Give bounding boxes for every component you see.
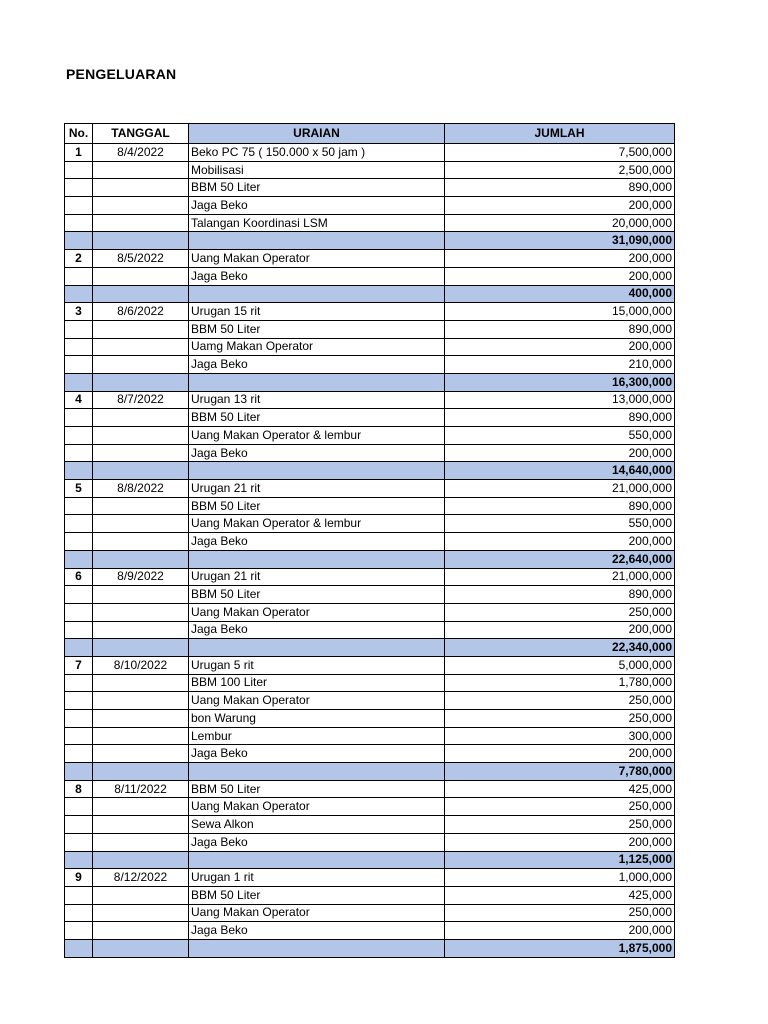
table-row	[65, 409, 675, 427]
cell-no[interactable]	[65, 533, 93, 551]
cell-uraian[interactable]: bon Warung	[189, 710, 445, 728]
cell-uraian[interactable]: Jaga Beko	[189, 745, 445, 763]
cell-tanggal[interactable]	[93, 497, 189, 515]
cell-uraian[interactable]: Urugan 1 rit	[189, 869, 445, 887]
cell-jumlah[interactable]: 890,000	[445, 497, 675, 515]
cell-subtotal[interactable]: 31,090,000	[445, 232, 675, 250]
cell-tanggal[interactable]	[93, 816, 189, 834]
header-tanggal[interactable]: TANGGAL	[93, 124, 189, 144]
cell-uraian[interactable]: Jaga Beko	[189, 922, 445, 940]
cell-jumlah[interactable]: 200,000	[445, 621, 675, 639]
cell-uraian[interactable]	[189, 851, 445, 869]
table-row	[65, 922, 675, 940]
cell-tanggal[interactable]	[93, 550, 189, 568]
cell-no[interactable]: 1	[65, 144, 93, 162]
cell-uraian[interactable]: Uang Makan Operator	[189, 904, 445, 922]
cell-tanggal[interactable]	[93, 674, 189, 692]
table-row	[65, 533, 675, 551]
cell-no[interactable]	[65, 586, 93, 604]
table-row	[65, 886, 675, 904]
cell-tanggal[interactable]: 8/11/2022	[93, 780, 189, 798]
cell-jumlah[interactable]: 300,000	[445, 727, 675, 745]
table-row	[65, 833, 675, 851]
cell-subtotal[interactable]: 7,780,000	[445, 763, 675, 781]
cell-no[interactable]	[65, 214, 93, 232]
cell-subtotal[interactable]: 22,340,000	[445, 639, 675, 657]
cell-uraian[interactable]: Mobilisasi	[189, 161, 445, 179]
cell-uraian[interactable]: Jaga Beko	[189, 267, 445, 285]
table-row	[65, 780, 675, 798]
cell-uraian[interactable]	[189, 639, 445, 657]
cell-uraian[interactable]: Urugan 13 rit	[189, 391, 445, 409]
cell-uraian[interactable]: Urugan 21 rit	[189, 568, 445, 586]
cell-jumlah[interactable]: 20,000,000	[445, 214, 675, 232]
cell-jumlah[interactable]: 13,000,000	[445, 391, 675, 409]
cell-no[interactable]	[65, 285, 93, 303]
cell-jumlah[interactable]: 2,500,000	[445, 161, 675, 179]
cell-subtotal[interactable]: 1,125,000	[445, 851, 675, 869]
cell-tanggal[interactable]	[93, 833, 189, 851]
table-row	[65, 444, 675, 462]
cell-no[interactable]	[65, 798, 93, 816]
cell-uraian[interactable]: Talangan Koordinasi LSM	[189, 214, 445, 232]
cell-tanggal[interactable]	[93, 904, 189, 922]
cell-tanggal[interactable]	[93, 197, 189, 215]
cell-jumlah[interactable]: 425,000	[445, 886, 675, 904]
table-row	[65, 727, 675, 745]
cell-no[interactable]	[65, 338, 93, 356]
cell-subtotal[interactable]: 14,640,000	[445, 462, 675, 480]
table-row	[65, 144, 675, 162]
table-row	[65, 816, 675, 834]
cell-no[interactable]: 3	[65, 303, 93, 321]
cell-jumlah[interactable]: 7,500,000	[445, 144, 675, 162]
cell-no[interactable]	[65, 515, 93, 533]
cell-no[interactable]	[65, 267, 93, 285]
cell-uraian[interactable]: Uang Makan Operator	[189, 798, 445, 816]
cell-no[interactable]	[65, 639, 93, 657]
cell-uraian[interactable]: Uang Makan Operator	[189, 250, 445, 268]
cell-jumlah[interactable]: 200,000	[445, 533, 675, 551]
cell-subtotal[interactable]: 400,000	[445, 285, 675, 303]
cell-uraian[interactable]: Jaga Beko	[189, 356, 445, 374]
cell-jumlah[interactable]: 550,000	[445, 427, 675, 445]
cell-jumlah[interactable]: 890,000	[445, 586, 675, 604]
subtotal-row	[65, 232, 675, 250]
cell-tanggal[interactable]	[93, 409, 189, 427]
table-row	[65, 391, 675, 409]
cell-no[interactable]	[65, 710, 93, 728]
table-row	[65, 303, 675, 321]
cell-no[interactable]	[65, 444, 93, 462]
subtotal-row	[65, 763, 675, 781]
cell-no[interactable]	[65, 356, 93, 374]
expense-table	[64, 123, 675, 958]
table-row	[65, 692, 675, 710]
cell-tanggal[interactable]	[93, 886, 189, 904]
table-row	[65, 798, 675, 816]
cell-jumlah[interactable]: 1,000,000	[445, 869, 675, 887]
cell-uraian[interactable]	[189, 763, 445, 781]
header-uraian[interactable]: URAIAN	[189, 124, 445, 144]
cell-uraian[interactable]: Jaga Beko	[189, 533, 445, 551]
cell-uraian[interactable]: BBM 50 Liter	[189, 179, 445, 197]
cell-uraian[interactable]: BBM 50 Liter	[189, 886, 445, 904]
cell-no[interactable]: 9	[65, 869, 93, 887]
cell-uraian[interactable]: Jaga Beko	[189, 833, 445, 851]
table-header-row	[65, 124, 675, 144]
cell-jumlah[interactable]: 200,000	[445, 833, 675, 851]
cell-jumlah[interactable]: 5,000,000	[445, 656, 675, 674]
cell-tanggal[interactable]	[93, 462, 189, 480]
cell-no[interactable]	[65, 409, 93, 427]
table-row	[65, 621, 675, 639]
cell-jumlah[interactable]: 250,000	[445, 816, 675, 834]
table-row	[65, 869, 675, 887]
cell-uraian[interactable]: BBM 50 Liter	[189, 780, 445, 798]
table-row	[65, 250, 675, 268]
cell-tanggal[interactable]: 8/4/2022	[93, 144, 189, 162]
cell-no[interactable]: 4	[65, 391, 93, 409]
table-row	[65, 904, 675, 922]
cell-no[interactable]	[65, 373, 93, 391]
cell-uraian[interactable]	[189, 285, 445, 303]
table-row	[65, 356, 675, 374]
cell-jumlah[interactable]: 890,000	[445, 409, 675, 427]
cell-tanggal[interactable]: 8/5/2022	[93, 250, 189, 268]
cell-uraian[interactable]: Urugan 21 rit	[189, 480, 445, 498]
cell-subtotal[interactable]: 22,640,000	[445, 550, 675, 568]
cell-uraian[interactable]: BBM 50 Liter	[189, 586, 445, 604]
table-row	[65, 197, 675, 215]
cell-tanggal[interactable]	[93, 692, 189, 710]
table-row	[65, 320, 675, 338]
table-row	[65, 338, 675, 356]
cell-uraian[interactable]: BBM 50 Liter	[189, 320, 445, 338]
cell-uraian[interactable]	[189, 939, 445, 957]
header-no[interactable]: No.	[65, 124, 93, 144]
table-row	[65, 480, 675, 498]
page-title: PENGELUARAN	[66, 66, 177, 82]
cell-jumlah[interactable]: 200,000	[445, 267, 675, 285]
cell-jumlah[interactable]: 200,000	[445, 250, 675, 268]
cell-tanggal[interactable]	[93, 427, 189, 445]
cell-tanggal[interactable]	[93, 285, 189, 303]
table-row	[65, 161, 675, 179]
cell-no[interactable]	[65, 692, 93, 710]
cell-tanggal[interactable]	[93, 515, 189, 533]
cell-tanggal[interactable]	[93, 763, 189, 781]
cell-no[interactable]	[65, 851, 93, 869]
cell-no[interactable]	[65, 462, 93, 480]
cell-jumlah[interactable]: 21,000,000	[445, 480, 675, 498]
cell-tanggal[interactable]	[93, 373, 189, 391]
cell-tanggal[interactable]	[93, 533, 189, 551]
subtotal-row	[65, 285, 675, 303]
cell-tanggal[interactable]	[93, 444, 189, 462]
cell-no[interactable]: 2	[65, 250, 93, 268]
cell-no[interactable]	[65, 727, 93, 745]
cell-uraian[interactable]: Uang Makan Operator & lembur	[189, 515, 445, 533]
cell-no[interactable]	[65, 621, 93, 639]
table-row	[65, 214, 675, 232]
cell-jumlah[interactable]: 200,000	[445, 338, 675, 356]
cell-uraian[interactable]: BBM 100 Liter	[189, 674, 445, 692]
cell-uraian[interactable]: Beko PC 75 ( 150.000 x 50 jam )	[189, 144, 445, 162]
cell-no[interactable]	[65, 179, 93, 197]
cell-no[interactable]	[65, 886, 93, 904]
cell-jumlah[interactable]: 250,000	[445, 692, 675, 710]
cell-uraian[interactable]: Jaga Beko	[189, 621, 445, 639]
cell-subtotal[interactable]: 16,300,000	[445, 373, 675, 391]
cell-tanggal[interactable]	[93, 939, 189, 957]
table-row	[65, 586, 675, 604]
table-row	[65, 497, 675, 515]
cell-uraian[interactable]: Uang Makan Operator	[189, 692, 445, 710]
cell-uraian[interactable]: Jaga Beko	[189, 444, 445, 462]
cell-tanggal[interactable]	[93, 586, 189, 604]
cell-jumlah[interactable]: 425,000	[445, 780, 675, 798]
cell-jumlah[interactable]: 21,000,000	[445, 568, 675, 586]
table-row	[65, 674, 675, 692]
cell-tanggal[interactable]	[93, 798, 189, 816]
cell-no[interactable]	[65, 745, 93, 763]
table-row	[65, 267, 675, 285]
cell-no[interactable]	[65, 763, 93, 781]
cell-no[interactable]	[65, 922, 93, 940]
cell-no[interactable]: 6	[65, 568, 93, 586]
cell-tanggal[interactable]: 8/9/2022	[93, 568, 189, 586]
cell-tanggal[interactable]	[93, 603, 189, 621]
cell-uraian[interactable]: Urugan 15 rit	[189, 303, 445, 321]
cell-tanggal[interactable]: 8/8/2022	[93, 480, 189, 498]
cell-no[interactable]	[65, 197, 93, 215]
cell-no[interactable]	[65, 939, 93, 957]
cell-jumlah[interactable]: 250,000	[445, 798, 675, 816]
cell-no[interactable]	[65, 497, 93, 515]
cell-jumlah[interactable]: 200,000	[445, 444, 675, 462]
cell-no[interactable]	[65, 320, 93, 338]
cell-jumlah[interactable]: 200,000	[445, 197, 675, 215]
table-row	[65, 568, 675, 586]
table-row	[65, 515, 675, 533]
cell-no[interactable]	[65, 833, 93, 851]
table-row	[65, 603, 675, 621]
cell-jumlah[interactable]: 200,000	[445, 745, 675, 763]
cell-tanggal[interactable]	[93, 851, 189, 869]
subtotal-row	[65, 550, 675, 568]
cell-tanggal[interactable]: 8/12/2022	[93, 869, 189, 887]
table-row	[65, 427, 675, 445]
cell-uraian[interactable]: Urugan 5 rit	[189, 656, 445, 674]
cell-no[interactable]	[65, 603, 93, 621]
subtotal-row	[65, 939, 675, 957]
cell-tanggal[interactable]	[93, 727, 189, 745]
cell-uraian[interactable]	[189, 462, 445, 480]
table-row	[65, 656, 675, 674]
cell-no[interactable]	[65, 161, 93, 179]
cell-no[interactable]: 8	[65, 780, 93, 798]
subtotal-row	[65, 462, 675, 480]
cell-tanggal[interactable]	[93, 214, 189, 232]
cell-tanggal[interactable]	[93, 161, 189, 179]
cell-tanggal[interactable]: 8/10/2022	[93, 656, 189, 674]
cell-tanggal[interactable]	[93, 267, 189, 285]
cell-no[interactable]: 5	[65, 480, 93, 498]
cell-uraian[interactable]: Sewa Alkon	[189, 816, 445, 834]
cell-uraian[interactable]: Jaga Beko	[189, 197, 445, 215]
cell-uraian[interactable]: Uamg Makan Operator	[189, 338, 445, 356]
cell-jumlah[interactable]: 250,000	[445, 603, 675, 621]
cell-uraian[interactable]	[189, 550, 445, 568]
table-body	[65, 144, 675, 958]
cell-tanggal[interactable]	[93, 745, 189, 763]
cell-no[interactable]	[65, 816, 93, 834]
subtotal-row	[65, 373, 675, 391]
cell-jumlah[interactable]: 890,000	[445, 320, 675, 338]
cell-tanggal[interactable]	[93, 710, 189, 728]
cell-jumlah[interactable]: 210,000	[445, 356, 675, 374]
table-row	[65, 745, 675, 763]
cell-jumlah[interactable]: 550,000	[445, 515, 675, 533]
cell-jumlah[interactable]: 250,000	[445, 904, 675, 922]
cell-tanggal[interactable]	[93, 338, 189, 356]
cell-uraian[interactable]: Uang Makan Operator & lembur	[189, 427, 445, 445]
cell-tanggal[interactable]	[93, 179, 189, 197]
cell-uraian[interactable]: BBM 50 Liter	[189, 409, 445, 427]
subtotal-row	[65, 851, 675, 869]
cell-tanggal[interactable]	[93, 922, 189, 940]
cell-no[interactable]	[65, 232, 93, 250]
cell-jumlah[interactable]: 1,780,000	[445, 674, 675, 692]
subtotal-row	[65, 639, 675, 657]
cell-no[interactable]: 7	[65, 656, 93, 674]
cell-no[interactable]	[65, 550, 93, 568]
cell-jumlah[interactable]: 200,000	[445, 922, 675, 940]
cell-no[interactable]	[65, 674, 93, 692]
cell-tanggal[interactable]: 8/7/2022	[93, 391, 189, 409]
cell-uraian[interactable]	[189, 373, 445, 391]
table-row	[65, 710, 675, 728]
cell-uraian[interactable]	[189, 232, 445, 250]
header-jumlah[interactable]: JUMLAH	[445, 124, 675, 144]
cell-jumlah[interactable]: 250,000	[445, 710, 675, 728]
cell-subtotal[interactable]: 1,875,000	[445, 939, 675, 957]
cell-uraian[interactable]: Lembur	[189, 727, 445, 745]
cell-tanggal[interactable]: 8/6/2022	[93, 303, 189, 321]
cell-tanggal[interactable]	[93, 621, 189, 639]
cell-tanggal[interactable]	[93, 320, 189, 338]
cell-no[interactable]	[65, 904, 93, 922]
cell-tanggal[interactable]	[93, 232, 189, 250]
table-row	[65, 179, 675, 197]
cell-uraian[interactable]: Uang Makan Operator	[189, 603, 445, 621]
cell-tanggal[interactable]	[93, 356, 189, 374]
cell-no[interactable]	[65, 427, 93, 445]
cell-jumlah[interactable]: 890,000	[445, 179, 675, 197]
cell-uraian[interactable]: BBM 50 Liter	[189, 497, 445, 515]
cell-tanggal[interactable]	[93, 639, 189, 657]
cell-jumlah[interactable]: 15,000,000	[445, 303, 675, 321]
